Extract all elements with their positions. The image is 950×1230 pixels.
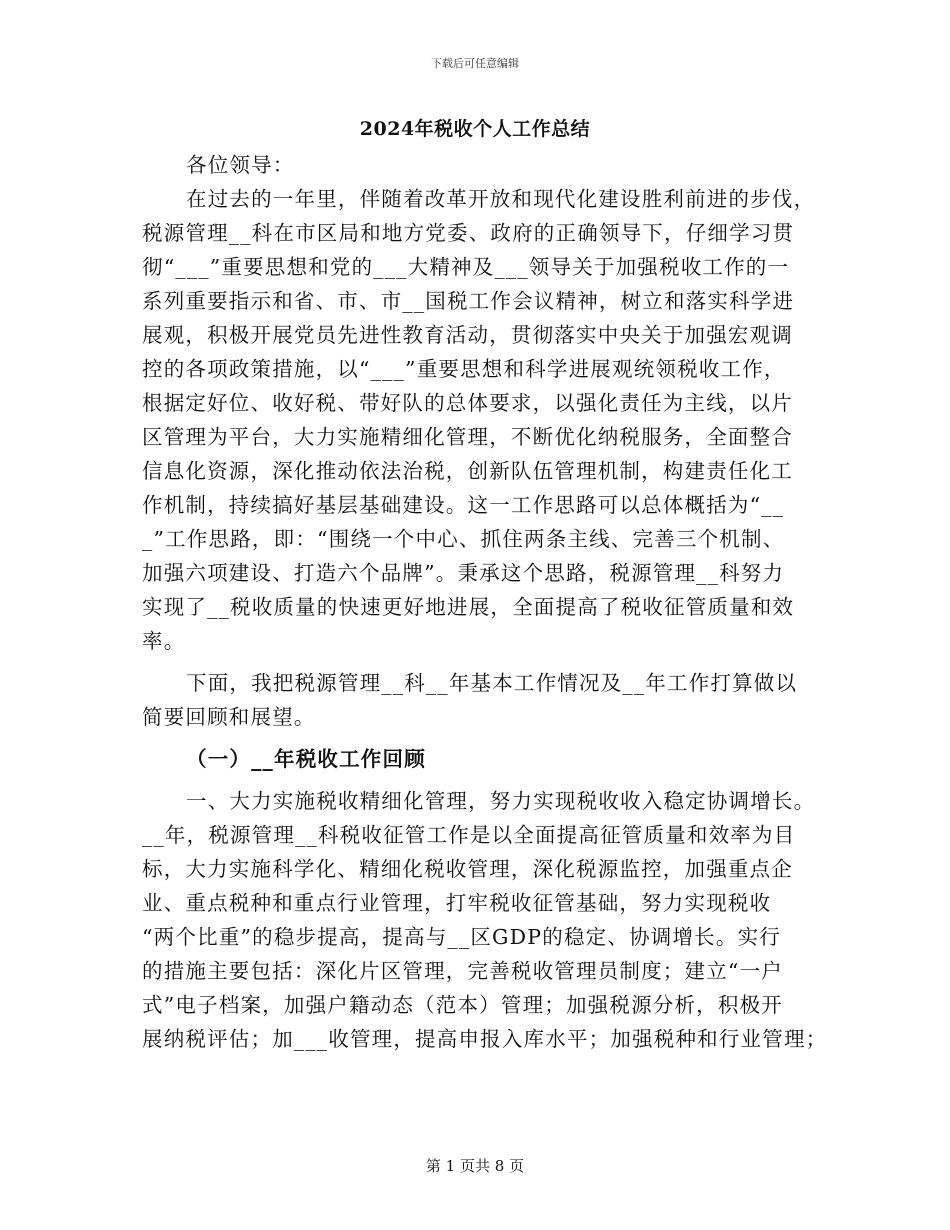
paragraph-line: 税源管理__科在市区局和地方党委、政府的正确领导下，仔细学习贯: [142, 221, 795, 245]
paragraph-line: 系列重要指示和省、市、市__国税工作会议精神，树立和落实科学进: [142, 289, 795, 313]
paragraph-line: _”工作思路，即：“围绕一个中心、抓住两条主线、完善三个机制、: [142, 527, 785, 551]
paragraph-line: 一、大力实施税收精细化管理，努力实现税收收入稳定协调增长。: [186, 789, 816, 813]
paragraph-line: 简要回顾和展望。: [142, 705, 316, 729]
paragraph-line: __年，税源管理__科税收征管工作是以全面提高征管质量和效率为目: [142, 823, 796, 847]
section-heading: （一）__年税收工作回顾: [186, 747, 426, 771]
paragraph-overview: [142, 666, 812, 734]
paragraph-line: 展观，积极开展党员先进性教育活动，贯彻落实中央关于加强宏观调: [142, 323, 793, 347]
document-title: 2024年税收个人工作总结: [359, 118, 591, 140]
paragraph-line: “两个比重”的稳步提高，提高与__区GDP的稳定、协调增长。实行: [142, 925, 781, 949]
salutation: 各位领导：: [186, 153, 295, 177]
paragraph-line: 业、重点税种和重点行业管理，打牢税收征管基础，努力实现税收: [142, 891, 772, 915]
paragraph-line: 在过去的一年里，伴随着改革开放和现代化建设胜利前进的步伐，: [186, 187, 816, 211]
paragraph-line: 作机制，持续搞好基层基础建设。这一工作思路可以总体概括为“__: [142, 493, 785, 517]
paragraph-line: 率。: [142, 629, 186, 653]
paragraph-line: 的措施主要包括：深化片区管理，完善税收管理员制度；建立“一户: [142, 959, 783, 983]
header-note: 下载后可任意编辑: [431, 57, 519, 70]
page-number-footer: 第 1 页共 8 页: [425, 1157, 525, 1175]
document-body: [142, 148, 828, 1056]
paragraph-intro: [142, 182, 816, 658]
paragraph-line: 彻“___”重要思想和党的___大精神及___领导关于加强税收工作的一: [142, 255, 790, 279]
paragraph-line: 展纳税评估；加___收管理，提高申报入库水平；加强税种和行业管理；: [142, 1027, 828, 1051]
paragraph-line: 式”电子档案，加强户籍动态（范本）管理；加强税源分析，积极开: [142, 993, 783, 1017]
paragraph-line: 实现了__税收质量的快速更好地进展，全面提高了税收征管质量和效: [142, 595, 795, 619]
paragraph-line: 信息化资源，深化推动依法治税，创新队伍管理机制，构建责任化工: [142, 459, 793, 483]
paragraph-line: 加强六项建设、打造六个品牌”。秉承这个思路，税源管理__科努力: [142, 561, 785, 585]
paragraph-section-one: [142, 784, 828, 1056]
paragraph-line: 控的各项政策措施，以“___”重要思想和科学进展观统领税收工作，: [142, 357, 786, 381]
paragraph-line: 下面，我把税源管理__科__年基本工作情况及__年工作打算做以: [186, 671, 798, 695]
paragraph-line: 区管理为平台，大力实施精细化管理，不断优化纳税服务，全面整合: [142, 425, 793, 449]
paragraph-line: 标，大力实施科学化、精细化税收管理，深化税源监控，加强重点企: [142, 857, 793, 881]
paragraph-line: 根据定好位、收好税、带好队的总体要求，以强化责任为主线，以片: [142, 391, 793, 415]
